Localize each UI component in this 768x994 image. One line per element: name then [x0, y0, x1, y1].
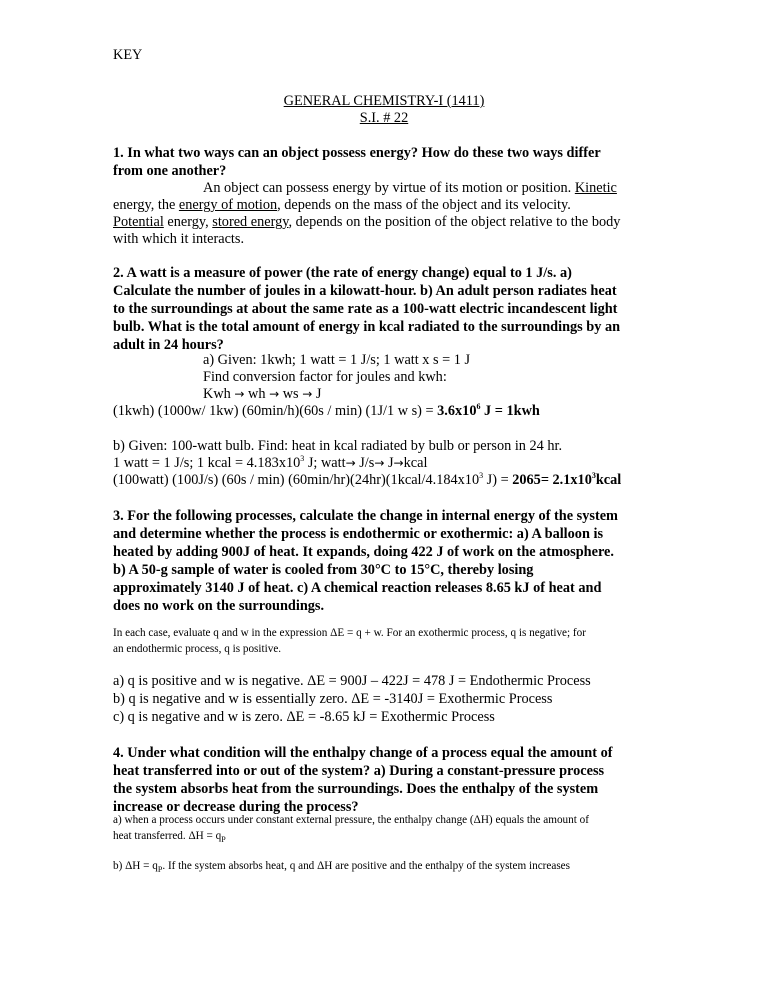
- q2-question-line-3: to the surroundings at about the same rate as a 100-watt electric incandescent light: [113, 301, 618, 317]
- q4-question-line-2: heat transferred into or out of the system? a) During a constant-pressure process: [113, 763, 605, 779]
- q2-question-line-1: 2. A watt is a measure of power (the rate of energy change) equal to 1 J/s. a): [113, 265, 572, 281]
- q3-question-line-5: approximately 3140 J of heat. c) A chemical reaction releases 8.65 kJ of heat and: [113, 580, 602, 596]
- q2-conversion-chain: Kwh → wh → ws → J: [203, 386, 322, 402]
- q4-answer-a-line-2: heat transferred. $\Delta H = q_P$: [113, 830, 226, 845]
- arrow-right-icon: →: [234, 387, 245, 401]
- q3-note-line-2: an endothermic process, q is positive.: [113, 643, 282, 655]
- q4-answer-a-line-1: a) when a process occurs under constant external pressure, the enthalpy change (ΔH) equals the amount of: [113, 814, 589, 826]
- q1-answer-line-1: An object can possess energy by virtue of its motion or position. Kinetic: [203, 180, 617, 196]
- document-subtitle: S.I. # 22: [359, 110, 409, 126]
- q2-calc-a: (1kwh) (1000w/ 1kw) (60min/h)(60s / min) (1J/1 w $s) = 3.6x10^6$ J = 1kwh: [113, 402, 540, 419]
- q3-question-line-1: 3. For the following processes, calculate the change in internal energy of the system: [113, 508, 618, 524]
- q3-answer-b: b) q is negative and w is essentially zero. ΔE = -3140J = Exothermic Process: [113, 691, 553, 707]
- q1-question-line-2: from one another?: [113, 163, 227, 179]
- q2-calc-b: (100watt) (100J/s) (60s / min) $(60\min/hr)(24hr)(1kcal/4.184x10^3$ $J) = 2065= 2.1x10^3kcal$: [113, 471, 622, 488]
- q3-question-line-2: and determine whether the process is endothermic or exothermic: a) A balloon is: [113, 526, 604, 542]
- q2-conversion-b: 1 watt = 1 J/s; 1 kcal = $4.183x10^3$ J; watt→ J/s→ J→kcal: [113, 454, 428, 471]
- arrow-right-icon: →: [269, 387, 280, 401]
- q1-question-line-1: 1. In what two ways can an object possess energy? How do these two ways differ: [113, 145, 601, 161]
- key-label: KEY: [113, 47, 143, 63]
- arrow-right-icon: →: [374, 456, 385, 470]
- q3-question-line-4: b) A 50-g sample of water is cooled from 30°C to 15°C, thereby losing: [113, 562, 534, 578]
- arrow-right-icon: →: [393, 456, 404, 470]
- q4-answer-b: b) $\Delta H = q_P$. If the system absorbs heat, q and ΔH are positive and the enthalpy of the system increases: [113, 860, 570, 875]
- document-title: GENERAL CHEMISTRY-I (1411): [283, 93, 485, 109]
- q2-given-a: a) Given: 1kwh; 1 watt = 1 J/s; 1 watt x s = 1 J: [203, 352, 471, 368]
- q3-question-line-3: heated by adding 900J of heat. It expands, doing 422 J of work on the atmosphere.: [113, 544, 614, 560]
- q4-question-line-3: the system absorbs heat from the surroundings. Does the enthalpy of the system: [113, 781, 599, 797]
- q3-answer-a: a) q is positive and w is negative. ΔE = 900J – 422J = 478 J = Endothermic Process: [113, 673, 591, 689]
- q4-question-line-4: increase or decrease during the process?: [113, 799, 359, 815]
- q1-answer-line-2: energy, the energy of motion, depends on the mass of the object and its velocity.: [113, 197, 571, 213]
- q1-answer-line-3: Potential energy, stored energy, depends on the position of the object relative to the body: [113, 214, 621, 230]
- q3-note-line-1: In each case, evaluate q and w in the expression ΔE = q + w. For an exothermic process, q is negative; for: [113, 627, 586, 639]
- q3-answer-c: c) q is negative and w is zero. ΔE = -8.65 kJ = Exothermic Process: [113, 709, 495, 725]
- q2-question-line-5: adult in 24 hours?: [113, 337, 224, 353]
- q2-find-a: Find conversion factor for joules and kwh:: [203, 369, 447, 385]
- q2-question-line-4: bulb. What is the total amount of energy in kcal radiated to the surroundings by an: [113, 319, 621, 335]
- q2-given-b: b) Given: 100-watt bulb. Find: heat in kcal radiated by bulb or person in 24 hr.: [113, 438, 563, 454]
- arrow-right-icon: →: [302, 387, 313, 401]
- q2-question-line-2: Calculate the number of joules in a kilowatt-hour. b) An adult person radiates heat: [113, 283, 617, 299]
- q3-question-line-6: does no work on the surroundings.: [113, 598, 325, 614]
- q4-question-line-1: 4. Under what condition will the enthalpy change of a process equal the amount of: [113, 745, 613, 761]
- arrow-right-icon: →: [345, 456, 356, 470]
- q1-answer-line-4: with which it interacts.: [113, 231, 245, 247]
